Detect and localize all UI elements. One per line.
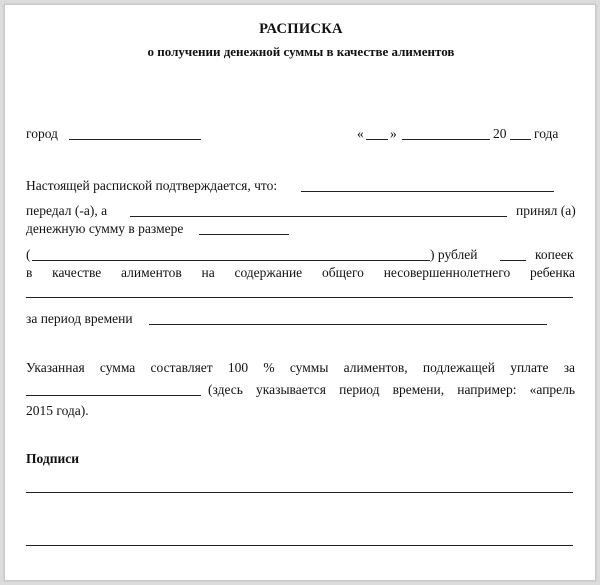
period-label: за период времени bbox=[26, 311, 133, 326]
paragraph-line-1: Указанная сумма составляет 100 % суммы алиментов, подлежащей уплате за bbox=[26, 360, 576, 375]
period-field-line[interactable] bbox=[149, 324, 547, 325]
date-open-quote: « bbox=[357, 126, 364, 141]
paragraph-line-3: 2015 года). bbox=[26, 403, 89, 418]
money-amount-label: денежную сумму в размере bbox=[26, 221, 184, 236]
kopeks-label: копеек bbox=[535, 247, 574, 262]
city-field-line[interactable] bbox=[69, 139, 201, 140]
purpose-text: в качестве алиментов на содержание общего несовершеннолетнего ребенка bbox=[26, 265, 575, 280]
signature-line-2[interactable] bbox=[26, 545, 573, 546]
payment-period-field-line[interactable] bbox=[26, 395, 201, 396]
document-subtitle: о получении денежной суммы в качестве алиментов bbox=[147, 44, 455, 59]
day-field-line[interactable] bbox=[366, 139, 388, 140]
amount-digits-field-line[interactable] bbox=[199, 234, 289, 235]
signature-line-1[interactable] bbox=[26, 492, 573, 493]
date-close-quote: » bbox=[390, 126, 397, 141]
document-title: РАСПИСКА bbox=[259, 21, 343, 37]
year-prefix: 20 bbox=[493, 126, 507, 141]
kopeks-field-line[interactable] bbox=[500, 260, 526, 261]
confirm-text: Настоящей распиской подтверждается, что: bbox=[26, 178, 278, 193]
year-field-line[interactable] bbox=[510, 139, 531, 140]
rubles-label: ) рублей bbox=[430, 247, 478, 262]
receipt-document bbox=[4, 4, 596, 581]
child-name-field-line[interactable] bbox=[26, 297, 573, 298]
amount-words-field-line[interactable] bbox=[32, 260, 430, 261]
confirm-field-line[interactable] bbox=[301, 191, 554, 192]
month-field-line[interactable] bbox=[402, 139, 490, 140]
signatures-heading: Подписи bbox=[26, 451, 80, 466]
paragraph-line-2: (здесь указывается период времени, например: «апрель bbox=[208, 382, 576, 397]
city-label: город bbox=[26, 126, 58, 141]
received-label: принял (а) bbox=[516, 203, 576, 218]
recipient-field-line[interactable] bbox=[130, 216, 507, 217]
paren-open: ( bbox=[26, 247, 31, 262]
year-suffix: года bbox=[534, 126, 559, 141]
transferred-label: передал (-а), а bbox=[26, 203, 108, 218]
